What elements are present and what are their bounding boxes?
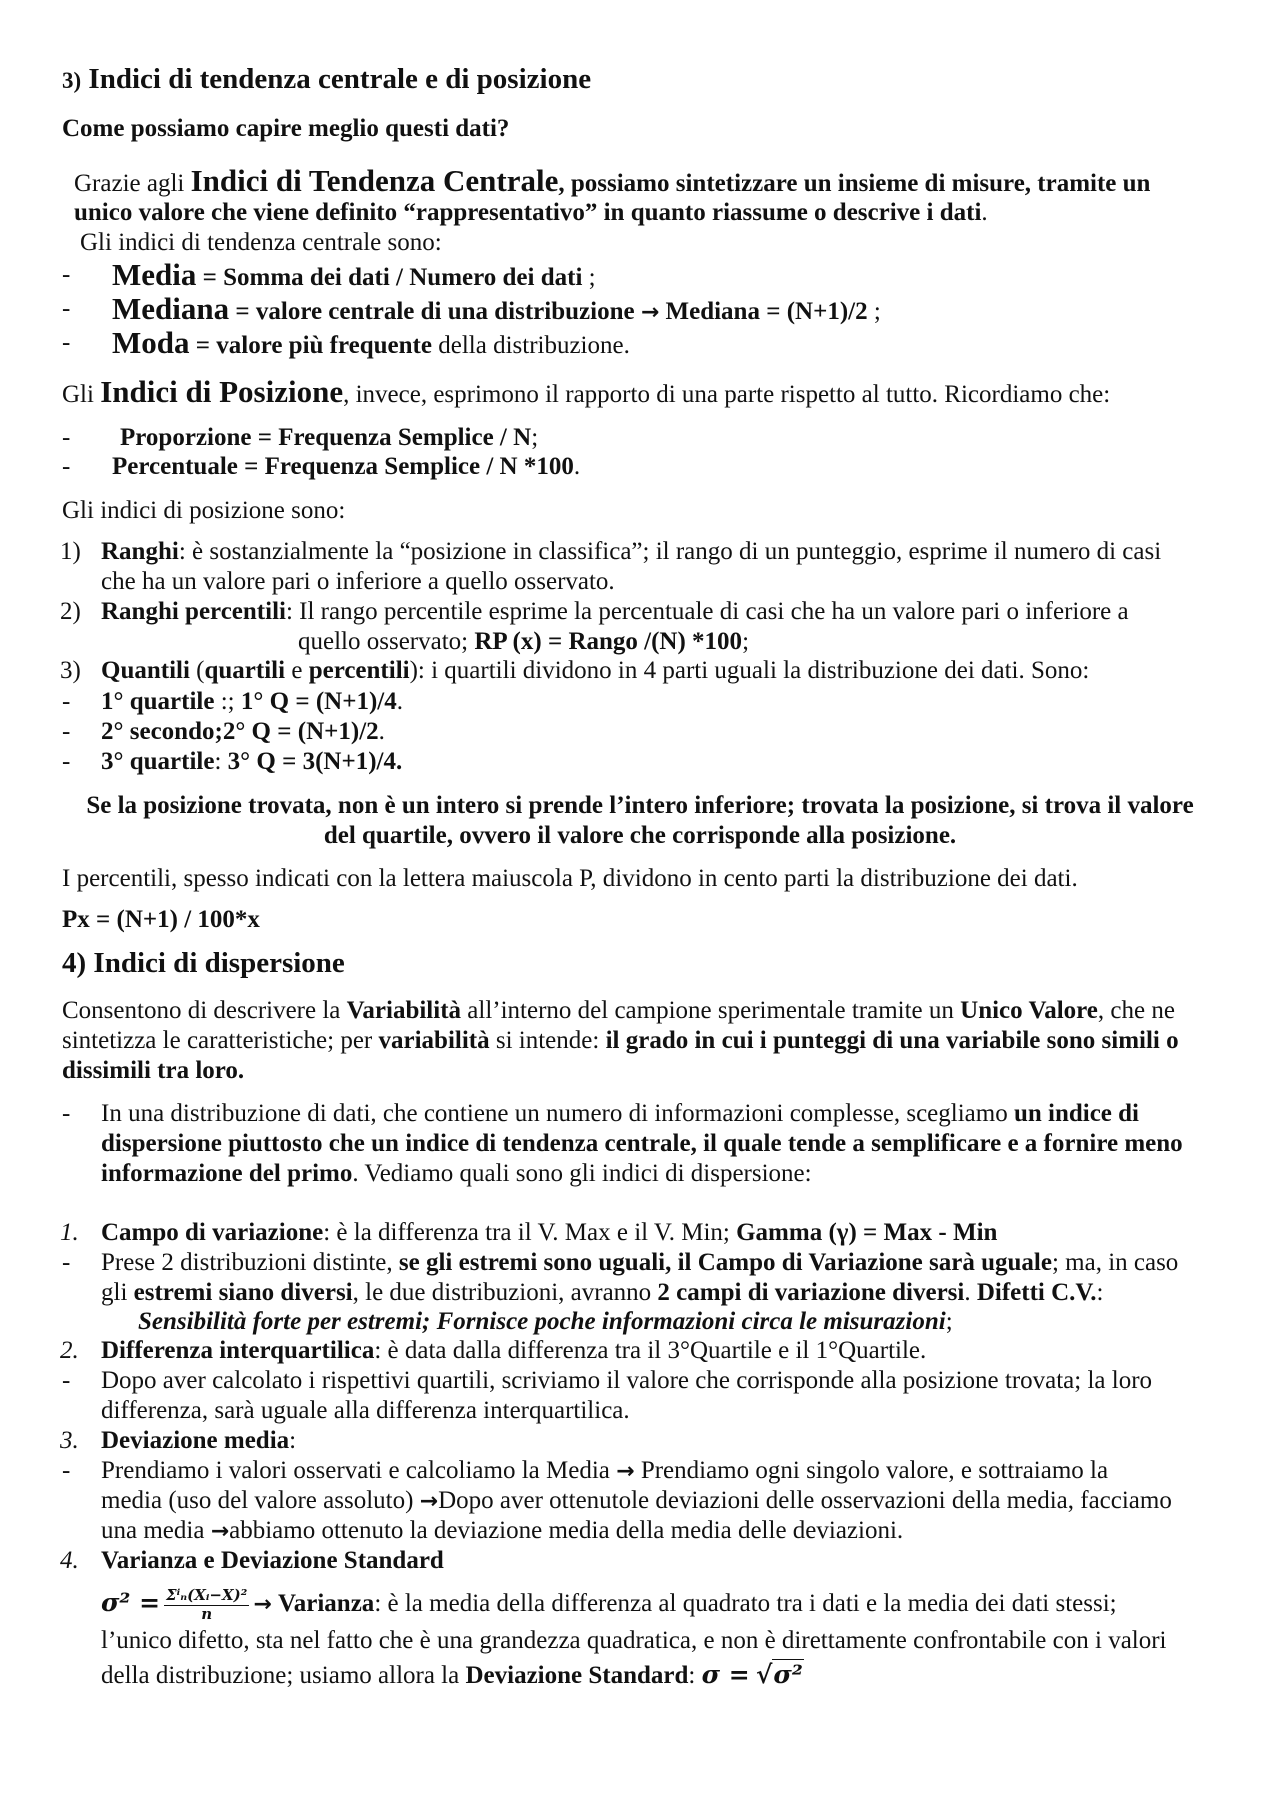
range-sub-line-2: gli estremi siano diversi, le due distribuzioni, avranno 2 campi di variazione diversi. Difetti C.V.: [101,1279,1104,1306]
arrow-right-icon: → [419,1489,439,1514]
list-marker: 1) [60,538,81,565]
dash-marker: - [62,261,71,288]
percentile-formula: Px = (N+1) / 100*x [62,906,260,933]
dispersion-bullet-line-2: dispersione piuttosto che un indice di tendenza centrale, il quale tende a semplificare e a fornire meno [101,1130,1183,1157]
arrow-right-icon: → [640,300,660,325]
dispersion-intro-line-2: sintetizza le caratteristiche; per variabilità si intende: il grado in cui i punteggi di una variabile sono simili o [62,1027,1179,1054]
section-3-heading [62,64,1280,96]
ranks-item-cont: che ha un valore pari o inferiore a quello osservato. [101,568,615,595]
position-intro: Gli Indici di Posizione, invece, esprimono il rapporto di una parte rispetto al tutto. Ricordiamo che: [62,374,1111,409]
quartile-note-line-1: Se la posizione trovata, non è un intero si prende l’intero inferiore; trovata la posizione, si trova il valore [86,792,1194,819]
arrow-right-icon: → [616,1459,635,1484]
sd-formula-lhs: σ = [701,1660,750,1689]
gamma-formula: Gamma (γ) = Max - Min [736,1219,998,1246]
range-defects: Sensibilità forte per estremi; Fornisce poche informazioni circa le misurazioni; [138,1308,953,1335]
variance-line-2: l’unico difetto, sta nel fatto che è una grandezza quadratica, e non è direttamente confrontabile con i valori [101,1627,1167,1654]
section-3-title: Indici di tendenza centrale e di posizione [88,63,592,95]
section-3-number: 3) [62,68,82,93]
dispersion-intro-line-3: dissimili tra loro. [62,1057,245,1084]
arrow-right-icon: → [253,1592,272,1617]
arrow-right-icon: → [210,1519,230,1544]
central-indices-term: Indici di Tendenza Centrale [190,163,559,198]
variance-formula-line: σ² = $\frac{\text{Σⁱₙ(Xᵢ−X)²}}{n}$ → Varianza: è la media della differenza al quadrato tra i dati e la media dei dati stessi; [101,1586,1117,1624]
dispersion-bullet-line-3: informazione del primo. Vediamo quali sono gli indici di dispersione: [101,1160,812,1187]
percentiles-text: I percentili, spesso indicati con la lettera maiuscola P, dividono in cento parti la distribuzione dei dati. [62,865,1078,892]
rp-formula: RP (x) = Rango /(N) *100 [474,628,743,655]
mean-deviation-line-3: una media →abbiamo ottenuto la deviazione media della media delle deviazioni. [101,1517,904,1544]
dispersion-intro-line-1: Consentono di descrivere la Variabilità all’interno del campione sperimentale tramite un Unico Valore, che ne [62,997,1175,1024]
central-heading: Gli indici di tendenza centrale sono: [80,229,442,256]
section-4-heading: 4) Indici di dispersione [62,947,345,979]
sigma-squared: σ² = [101,1588,161,1617]
central-intro-line-1: Grazie agli Indici di Tendenza Centrale, possiamo sintetizzare un insieme di misure, tramite un [74,163,1151,198]
variance-line-3: della distribuzione; usiamo allora la Deviazione Standard: σ = √σ² [101,1660,803,1689]
position-indices-term: Indici di Posizione [100,374,344,409]
quartile-note-line-2: del quartile, ovvero il valore che corrisponde alla posizione. [323,822,957,849]
central-intro-line-2: unico valore che viene definito “rappresentativo” in quanto riassume o descrive i dati. [74,199,988,226]
variance-fraction: $\frac{\text{Σⁱₙ(Xᵢ−X)²}}{n}$ [166,1586,248,1624]
position-heading: Gli indici di posizione sono: [62,497,346,524]
question-line: Come possiamo capire meglio questi dati? [62,115,510,142]
mean-deviation-line-2: media (uso del valore assoluto) →Dopo aver ottenutole deviazioni delle osservazioni della media, facciamo [101,1487,1172,1514]
sqrt-symbol: √σ² [755,1660,803,1689]
iqr-sub-line-2: differenza, sarà uguale alla differenza interquartilica. [101,1397,630,1424]
percentile-ranks-cont: quello osservato; RP (x) = Rango /(N) *100; [298,628,750,655]
